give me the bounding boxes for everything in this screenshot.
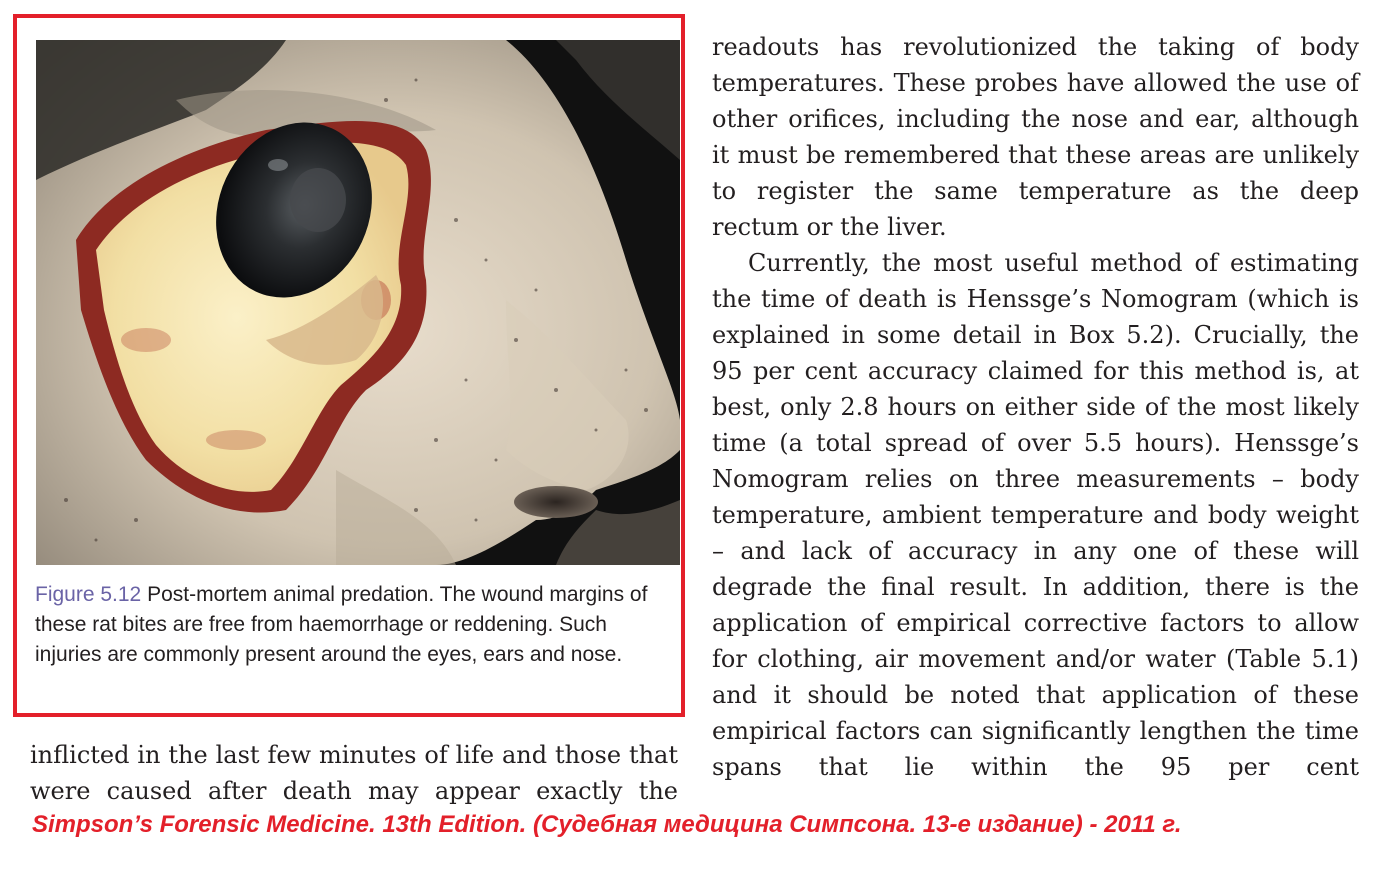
source-citation: Simpson’s Forensic Medicine. 13th Edition. (Судебная медицина Симпсона. 13-е издание) - 2011 г. <box>32 811 1182 838</box>
figure-caption-text: Post-mortem animal predation. The wound margins of these rat bites are free from haemorrhage or reddening. Such injuries are commonly present around the eyes, ears and nose. <box>35 583 648 666</box>
right-column-paragraph-2: Currently, the most useful method of estimating the time of death is Henssge’s Nomogram (which is explained in some detail in Box 5.2). Crucially, the 95 per cent accuracy claimed for this method is, at best, only 2.8 hours on either side of the most likely time (a total spread of over 5.5 hours). Henssge’s Nomogram relies on three measurements – body temperature, ambient temperature and body weight – and lack of accuracy in any one of these will degrade the final result. In addition, there is the application of empirical corrective factors to allow for clothing, air movement and/or water (Table 5.1) and it should be noted that application of these empirical factors can significantly lengthen the time spans that lie within the 95 per cent <box>712 249 1359 781</box>
right-column-paragraph-1: readouts has revolutionized the taking of body temperatures. These probes have allowed the use of other orifices, including the nose and ear, although it must be remembered that these areas are unlikely to register the same temperature as the deep rectum or the liver. <box>712 33 1359 241</box>
right-column <box>712 29 1359 785</box>
figure-caption <box>35 580 675 670</box>
figure-frame <box>13 14 685 717</box>
figure-label: Figure 5.12 <box>35 583 142 606</box>
left-column-continuation: inflicted in the last few minutes of life and those that were caused after death may appear exactly the <box>30 741 678 805</box>
forensic-photo <box>36 40 680 565</box>
